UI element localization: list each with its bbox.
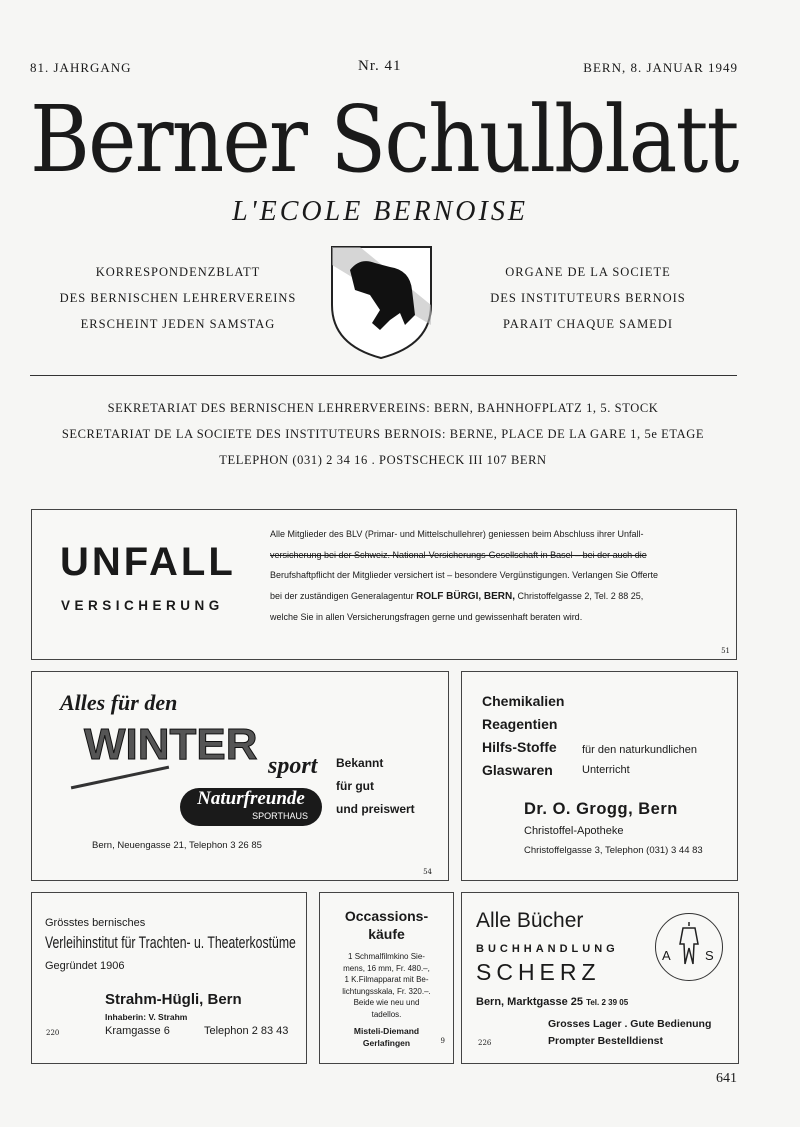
text: Telephon 2 83 43 <box>204 1025 289 1037</box>
ad-head: Alle Bücher <box>476 909 584 932</box>
ad-script: Alles für den <box>60 690 178 715</box>
text: bei der zuständigen Generalagentur <box>270 590 414 601</box>
ad-wintersport <box>31 671 449 881</box>
text: DES BERNISCHEN LEHRERVEREINS <box>59 291 297 305</box>
volume: 81. JAHRGANG <box>30 60 132 75</box>
product-list <box>482 690 564 782</box>
text: für gut <box>336 779 374 793</box>
text: 1 K.Filmapparat mit Be- <box>344 975 429 984</box>
text: Grosses Lager . Gute Bedienung <box>548 1018 712 1030</box>
ad-shop: Christoffel-Apotheke <box>524 825 624 837</box>
text: Reagentien <box>482 716 558 732</box>
brand-sub: SPORTHAUS <box>252 811 308 821</box>
brand-badge <box>180 788 322 826</box>
text: Kramgasse 6 <box>105 1025 170 1037</box>
text: mens, 16 mm, Fr. 480.–, <box>343 963 430 973</box>
ad-seller <box>320 1025 453 1049</box>
text: Hilfs-Stoffe <box>482 739 557 755</box>
text: käufe <box>368 926 405 942</box>
ad-subtitle: VERSICHERUNG <box>61 598 224 613</box>
divider <box>30 375 737 376</box>
text: SEKRETARIAT DES BERNISCHEN LEHRERVEREINS: BERN, BAHNHOFPLATZ 1, 5. STOCK <box>107 401 659 415</box>
issue-number: Nr. 41 <box>358 58 402 74</box>
ad-strahm <box>31 892 307 1064</box>
text: Inhaberin: V. Strahm <box>105 1012 188 1022</box>
text: welche Sie in allen Versicherungsfragen gerne und gewissenhaft beraten wird. <box>270 612 583 622</box>
text: SECRETARIAT DE LA SOCIETE DES INSTITUTEURS BERNOIS: BERNE, PLACE DE LA GARE 1, 5e ETAGE <box>61 427 705 441</box>
text: Berufshaftpflicht der Mitglieder versichert ist – besondere Vergünstigungen. Verlangen Sie Offerte <box>270 570 659 580</box>
text: Misteli-Diemand <box>353 1026 420 1036</box>
left-column <box>28 259 328 337</box>
text: Unterricht <box>582 764 630 776</box>
text: Verleihinstitut für Trachten- u. Theaterkostüme <box>45 933 296 952</box>
text: Prompter Bestelldienst <box>548 1035 663 1047</box>
ad-unfall <box>31 509 737 660</box>
text: Tel. 2 39 05 <box>586 998 629 1007</box>
ad-code: 9 <box>440 1037 445 1045</box>
text: tadellos. <box>371 1009 402 1019</box>
ad-slogan <box>548 1016 711 1050</box>
text: Glaswaren <box>482 762 553 778</box>
ad-code: 51 <box>721 647 730 655</box>
text: 1 Schmalfilmkino Sie- <box>348 952 425 961</box>
bern-coat-of-arms-icon <box>330 245 433 364</box>
ad-code: 54 <box>423 868 432 876</box>
ad-big-word: WINTER <box>84 720 258 769</box>
text: Chemikalien <box>482 693 565 709</box>
ad-name: Strahm-Hügli, Bern <box>105 991 242 1008</box>
ad-note <box>582 740 697 780</box>
ad-name: SCHERZ <box>476 959 601 985</box>
text: für den naturkundlichen <box>582 744 697 756</box>
text: KORRESPONDENZBLATT <box>95 265 261 279</box>
text: Gerlafingen <box>362 1038 411 1048</box>
brand-name: Naturfreunde <box>197 788 305 809</box>
text: BUCHHANDLUNG <box>476 943 619 955</box>
text: Beide wie neu und <box>353 998 420 1007</box>
ad-name: Dr. O. Grogg, Bern <box>524 800 678 818</box>
ad-code: 226 <box>478 1039 492 1047</box>
ad-body <box>270 524 730 628</box>
ad-title <box>320 907 453 943</box>
ad-script: sport <box>268 753 318 779</box>
text: und preiswert <box>336 802 415 816</box>
text <box>270 586 730 608</box>
text: PARAIT CHAQUE SAMEDI <box>502 317 674 331</box>
text: A <box>662 948 671 963</box>
ad-scherz <box>461 892 739 1064</box>
ad-address: Bern, Neuengasse 21, Telephon 3 26 85 <box>92 840 262 851</box>
bookseller-logo-icon <box>655 913 723 981</box>
ad-grogg <box>461 671 738 881</box>
right-column <box>438 259 738 337</box>
ad-title: UNFALL <box>60 540 236 584</box>
issue-date: BERN, 8. JANUAR 1949 <box>583 60 738 75</box>
ad-slogan <box>336 752 415 821</box>
text: ORGANE DE LA SOCIETE <box>505 265 671 279</box>
agency-name: ROLF BÜRGI, BERN, <box>416 590 516 602</box>
text: Bekannt <box>336 756 384 770</box>
ad-address <box>476 996 628 1008</box>
text: Grösstes bernisches <box>45 917 146 929</box>
text: lichtungsskala, Fr. 320.–. <box>342 986 431 996</box>
masthead-subtitle: L'ECOLE BERNOISE <box>232 196 528 227</box>
text: Bern, Marktgasse 25 <box>476 996 583 1008</box>
text: Occassions- <box>344 908 429 924</box>
ad-body <box>320 951 453 1020</box>
text: TELEPHON (031) 2 34 16 . POSTSCHECK III 107 BERN <box>219 453 547 467</box>
text: Christoffelgasse 2, Tel. 2 88 25, <box>517 590 644 601</box>
text: versicherung bei der Schweiz. National-Versicherungs-Gesellschaft in Basel – bei der auch die <box>270 549 647 560</box>
page-number: 641 <box>716 1071 737 1086</box>
ad-code: 220 <box>46 1029 60 1037</box>
text: Alle Mitglieder des BLV (Primar- und Mittelschullehrer) geniessen beim Abschluss ihrer Unfall- <box>270 529 644 539</box>
ad-address: Christoffelgasse 3, Telephon (031) 3 44 83 <box>524 845 703 856</box>
ad-occasion <box>319 892 454 1064</box>
text: DES INSTITUTEURS BERNOIS <box>490 291 686 305</box>
text: Gegründet 1906 <box>45 960 125 972</box>
secretariat <box>0 395 766 473</box>
masthead-title: Berner Schulblatt <box>30 86 738 193</box>
text: ERSCHEINT JEDEN SAMSTAG <box>80 317 276 331</box>
text: S <box>705 948 714 963</box>
